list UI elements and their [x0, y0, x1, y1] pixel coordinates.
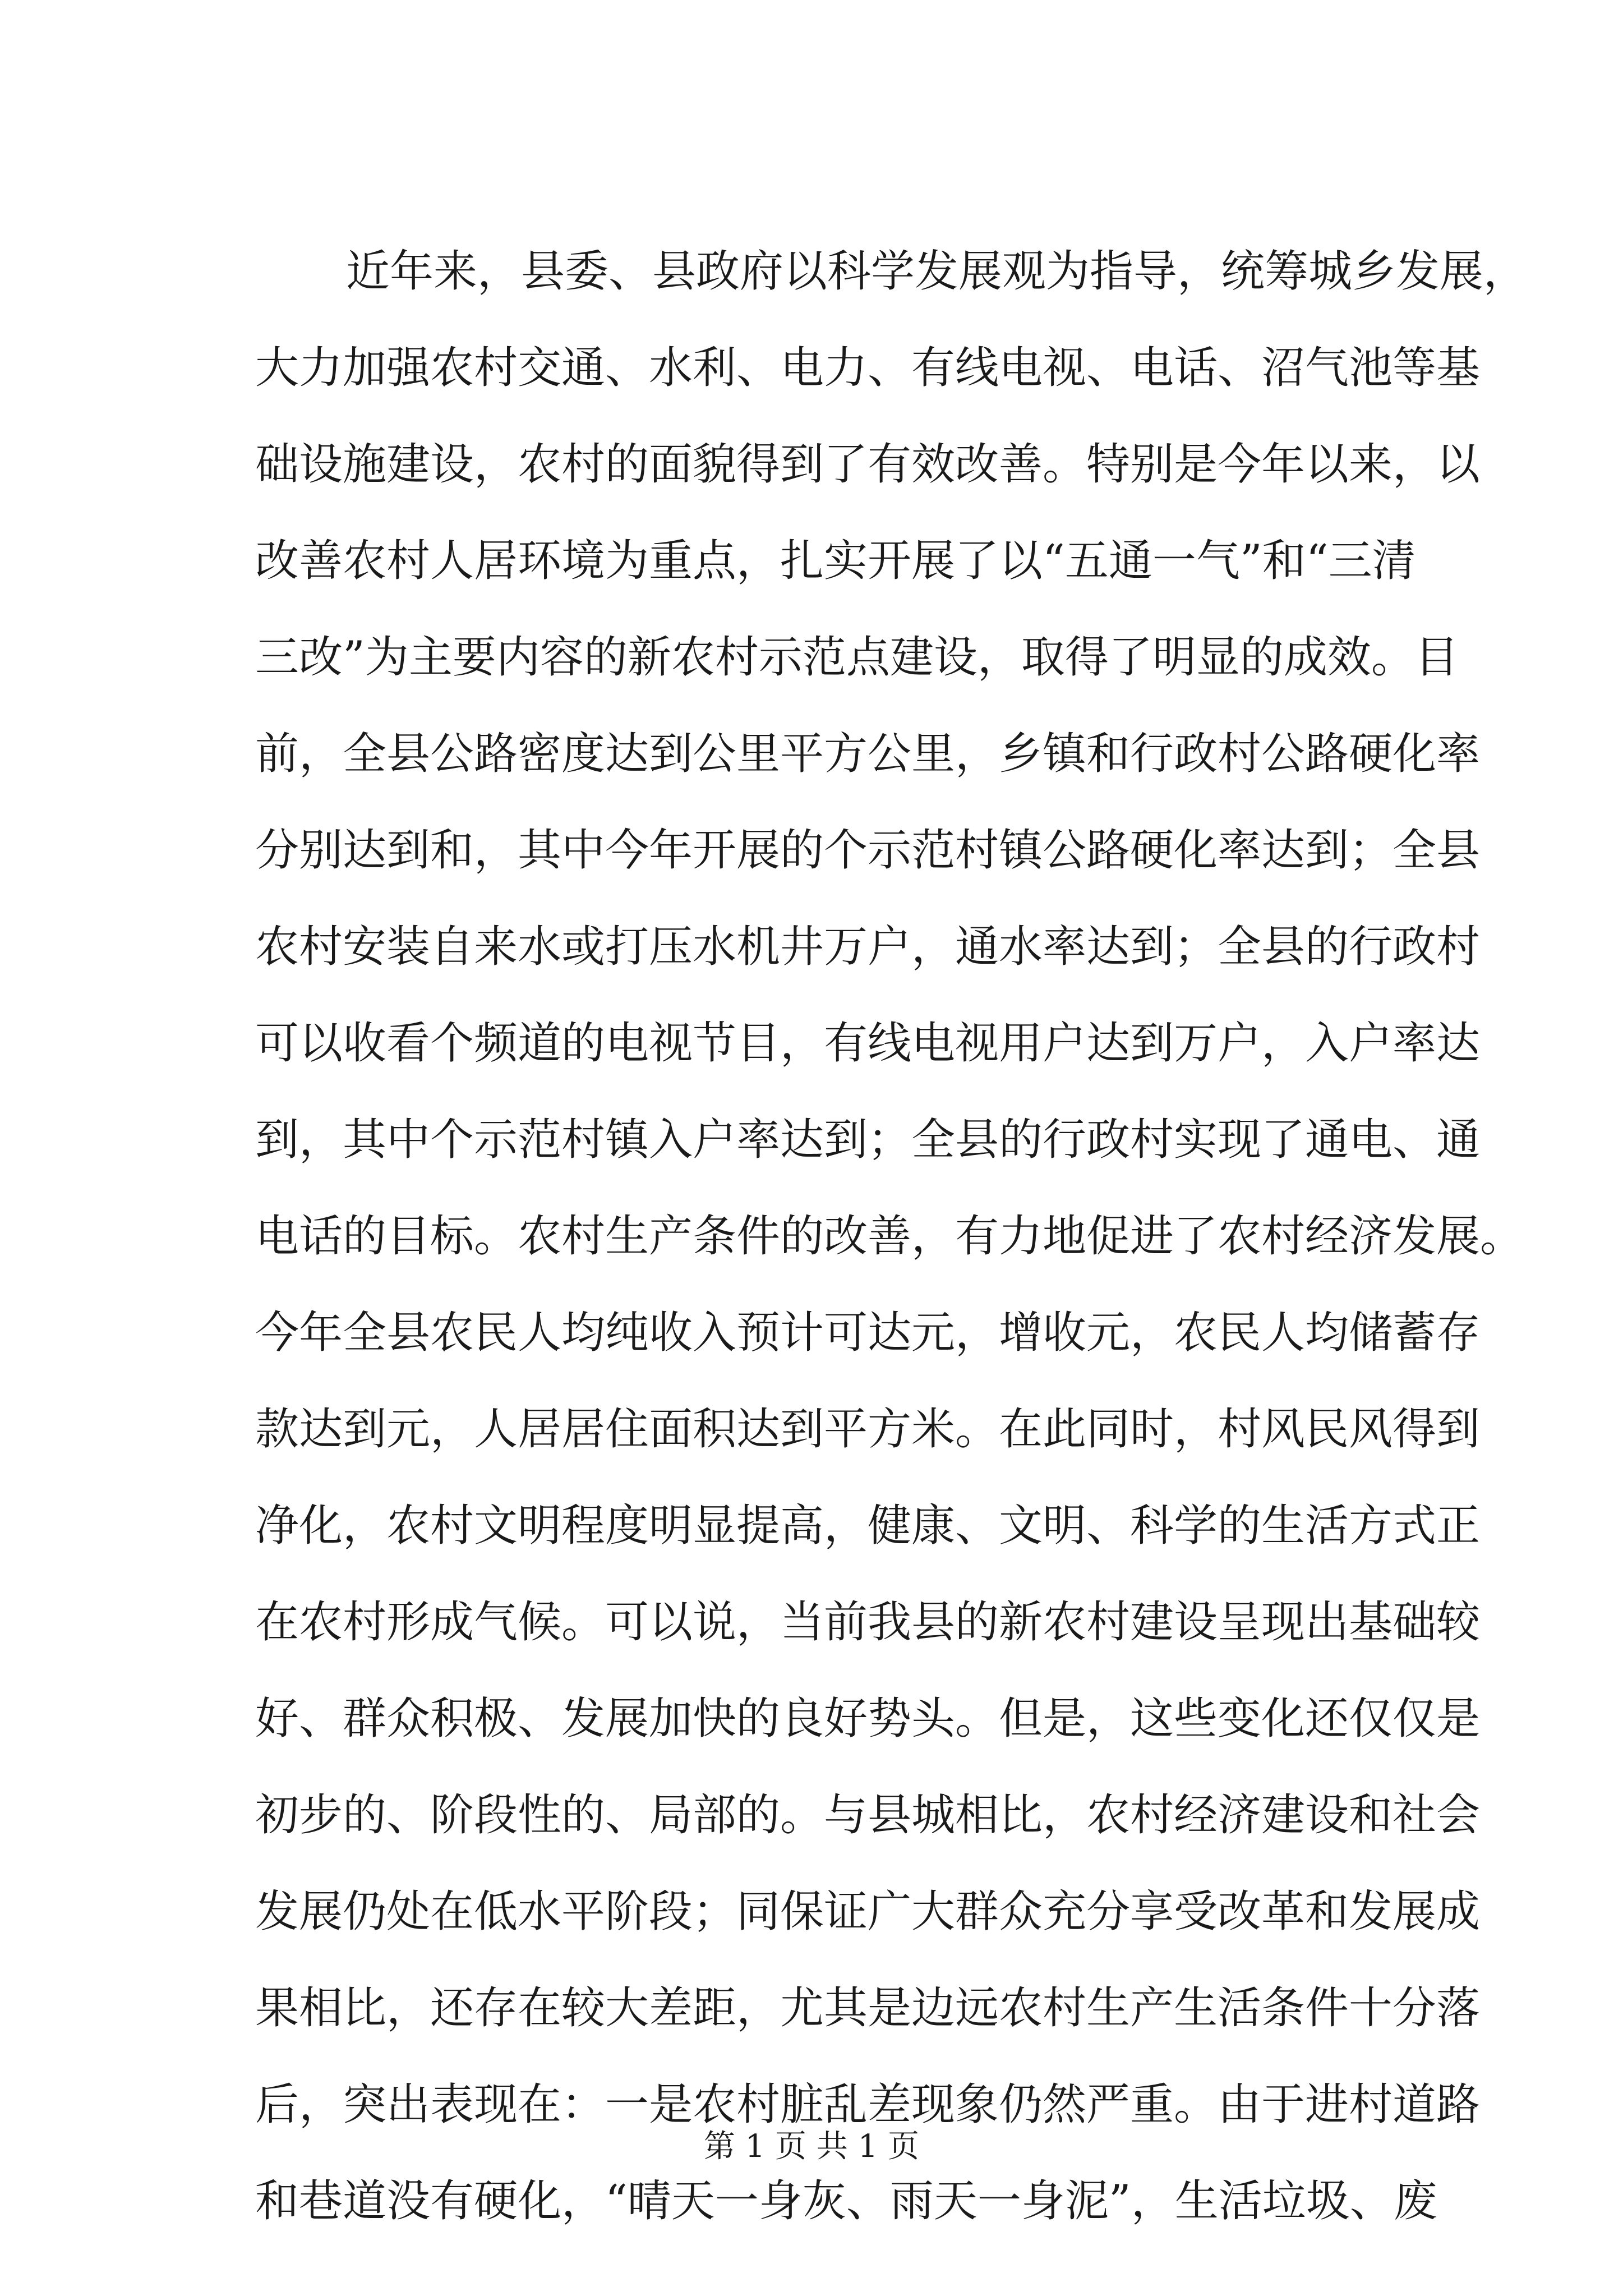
text-line: 近年来，县委、县政府以科学发展观为指导，统筹城乡发展， [346, 246, 1528, 297]
text-line: 改善农村人居环境为重点，扎实开展了以“五通一气”和“三清 [255, 536, 1416, 586]
text-line: 分别达到和，其中今年开展的个示范村镇公路硬化率达到；全县 [255, 825, 1481, 876]
text-line: 后，突出表现在：一是农村脏乱差现象仍然严重。由于进村道路 [255, 2079, 1481, 2130]
page-footer [0, 2127, 1623, 2166]
text-line: 农村安装自来水或打压水机井万户，通水率达到；全县的行政村 [255, 922, 1481, 972]
text-line: 款达到元，人居居住面积达到平方米。在此同时，村风民风得到 [255, 1404, 1481, 1455]
text-line: 在农村形成气候。可以说，当前我县的新农村建设呈现出基础较 [255, 1597, 1481, 1648]
text-line: 大力加强农村交通、水利、电力、有线电视、电话、沼气池等基 [255, 343, 1481, 393]
text-line: 初步的、阶段性的、局部的。与县城相比，农村经济建设和社会 [255, 1790, 1481, 1841]
text-line: 和巷道没有硬化，“晴天一身灰、雨天一身泥”，生活垃圾、废 [255, 2176, 1437, 2226]
text-line: 果相比，还存在较大差距，尤其是边远农村生产生活条件十分落 [255, 1983, 1481, 2033]
text-line: 前，全县公路密度达到公里平方公里，乡镇和行政村公路硬化率 [255, 729, 1481, 779]
text-line: 可以收看个频道的电视节目，有线电视用户达到万户，入户率达 [255, 1018, 1481, 1069]
text-line: 好、群众积极、发展加快的良好势头。但是，这些变化还仅仅是 [255, 1694, 1481, 1744]
text-line: 三改”为主要内容的新农村示范点建设，取得了明显的成效。目 [255, 632, 1459, 683]
body-paragraph [255, 223, 1528, 2249]
text-line: 础设施建设，农村的面貌得到了有效改善。特别是今年以来，以 [255, 439, 1481, 490]
text-line: 电话的目标。农村生产条件的改善，有力地促进了农村经济发展。 [255, 1211, 1524, 1262]
text-line: 净化，农村文明程度明显提高，健康、文明、科学的生活方式正 [255, 1501, 1481, 1551]
page-number-label: 第 1 页 共 1 页 [703, 2128, 920, 2165]
text-line: 今年全县农民人均纯收入预计可达元，增收元，农民人均储蓄存 [255, 1308, 1481, 1358]
text-line: 发展仍处在低水平阶段；同保证广大群众充分享受改革和发展成 [255, 1887, 1481, 1937]
text-line: 到，其中个示范村镇入户率达到；全县的行政村实现了通电、通 [255, 1115, 1481, 1165]
